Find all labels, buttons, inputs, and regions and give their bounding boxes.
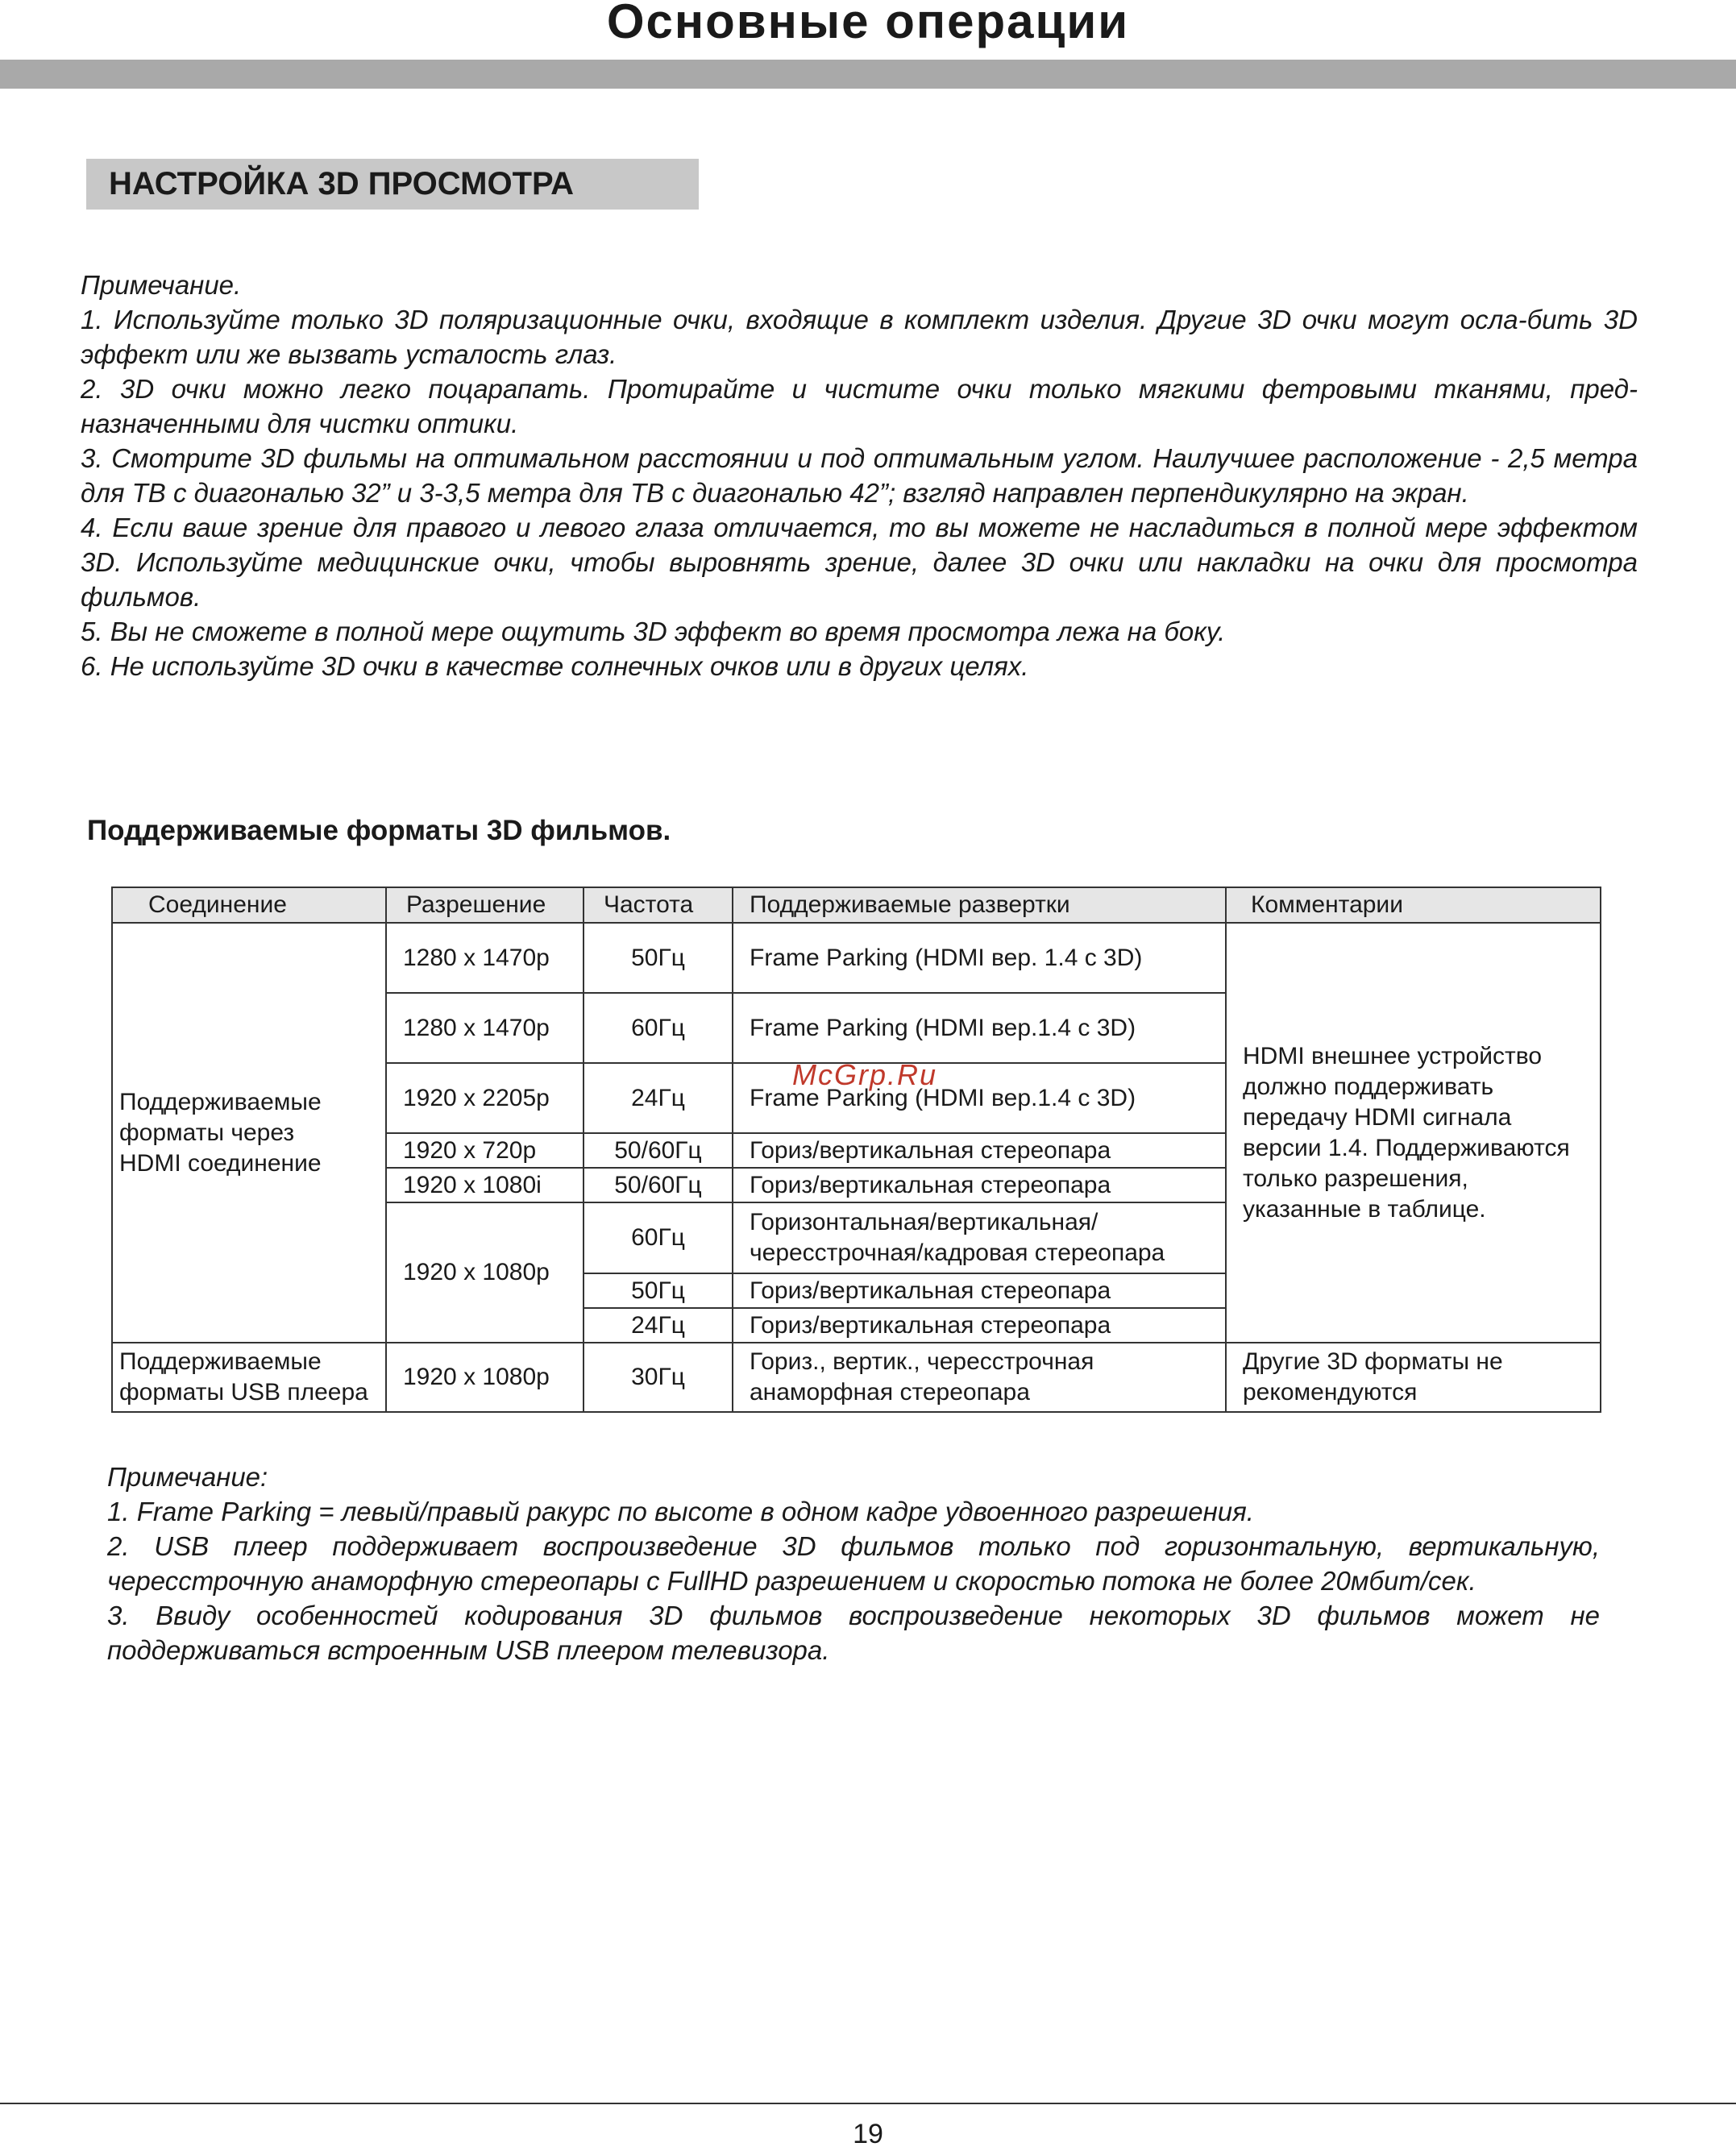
resolution-cell: 1920 x 1080p [386, 1343, 584, 1412]
scan-cell: Frame Parking (HDMI вер.1.4 с 3D) [733, 1063, 1226, 1133]
frequency-cell: 50Гц [584, 1273, 733, 1308]
frequency-cell: 24Гц [584, 1063, 733, 1133]
hdmi-comment-cell: HDMI внешнее устройство должно поддерживать передачу HDMI сигнала версии 1.4. Поддерживаются только разрешения, указанные в таблице. [1226, 923, 1601, 1343]
scan-cell: Гориз/вертикальная стереопара [733, 1308, 1226, 1343]
frequency-cell: 60Гц [584, 1202, 733, 1273]
scan-cell: Гориз/вертикальная стереопара [733, 1273, 1226, 1308]
scan-cell: Горизонтальная/вертикальная/ чересстрочная/кадровая стереопара [733, 1202, 1226, 1273]
header-scan: Поддерживаемые развертки [733, 887, 1226, 923]
notes-top-heading: Примечание. [81, 270, 242, 300]
scan-cell: Frame Parking (HDMI вер.1.4 с 3D) [733, 993, 1226, 1063]
resolution-cell: 1280 x 1470p [386, 993, 584, 1063]
notes-top-item: 2. 3D очки можно легко поцарапать. Протирайте и чистите очки только мягкими фетровыми тканями, пред-назначенными для чистки оптики. [81, 374, 1638, 438]
header-frequency: Частота [584, 887, 733, 923]
notes-top [81, 268, 1638, 683]
frequency-cell: 50Гц [584, 923, 733, 993]
section-heading: НАСТРОЙКА 3D ПРОСМОТРА [86, 159, 699, 210]
resolution-cell: 1920 x 1080p [386, 1202, 584, 1343]
notes-top-item: 5. Вы не сможете в полной мере ощутить 3D эффект во время просмотра лежа на боку. [81, 617, 1226, 646]
resolution-cell: 1920 x 1080i [386, 1168, 584, 1202]
resolution-cell: 1280 x 1470p [386, 923, 584, 993]
frequency-cell: 50/60Гц [584, 1133, 733, 1168]
header-comment: Комментарии [1226, 887, 1601, 923]
table-row [112, 923, 1601, 993]
usb-comment-cell: Другие 3D форматы не рекомендуются [1226, 1343, 1601, 1412]
page-title: Основные операции [606, 0, 1130, 48]
frequency-cell: 60Гц [584, 993, 733, 1063]
notes-bottom [107, 1460, 1600, 1667]
resolution-cell: 1920 x 720p [386, 1133, 584, 1168]
resolution-cell: 1920 x 2205p [386, 1063, 584, 1133]
header-connection: Соединение [112, 887, 386, 923]
notes-bottom-heading: Примечание: [107, 1462, 268, 1492]
scan-cell: Frame Parking (HDMI вер. 1.4 с 3D) [733, 923, 1226, 993]
usb-connection-cell: Поддерживаемые форматы USB плеера [112, 1343, 386, 1412]
formats-table [111, 887, 1601, 1413]
frequency-cell: 30Гц [584, 1343, 733, 1412]
footer-divider [0, 2103, 1736, 2104]
scan-cell: Гориз/вертикальная стереопара [733, 1133, 1226, 1168]
scan-cell: Гориз., вертик., чересстрочная анаморфная стереопара [733, 1343, 1226, 1412]
table-row [112, 1343, 1601, 1412]
page-number: 19 [853, 2119, 883, 2149]
notes-bottom-item: 2. USB плеер поддерживает воспроизведение 3D фильмов только под горизонтальную, вертикальную, чересстрочную анаморфную стереопары с FullHD разрешением и скоростью потока не более 20мбит/сек. [107, 1531, 1600, 1596]
notes-top-item: 4. Если ваше зрение для правого и левого глаза отличается, то вы можете не насладиться в полной мере эффектом 3D. Используйте медицинские очки, чтобы выровнять зрение, далее 3D очки или накладки на очки для просмотра фильмов. [81, 513, 1638, 612]
notes-top-item: 3. Смотрите 3D фильмы на оптимальном расстоянии и под оптимальным углом. Наилучшее расположение - 2,5 метра для ТВ с диагональю 32” и 3-3,5 метра для ТВ с диагональю 42”; взгляд направлен перпендикулярно на экран. [81, 443, 1638, 508]
formats-heading: Поддерживаемые форматы 3D фильмов. [87, 815, 671, 846]
notes-bottom-item: 3. Ввиду особенностей кодирования 3D фильмов воспроизведение некоторых 3D фильмов может не поддерживаться встроенным USB плеером телевизора. [107, 1601, 1600, 1665]
header-resolution: Разрешение [386, 887, 584, 923]
notes-bottom-item: 1. Frame Parking = левый/правый ракурс по высоте в одном кадре удвоенного разрешения. [107, 1497, 1254, 1526]
title-divider-bar [0, 60, 1736, 89]
notes-top-item: 6. Не используйте 3D очки в качестве солнечных очков или в других целях. [81, 651, 1029, 681]
notes-top-item: 1. Используйте только 3D поляризационные очки, входящие в комплект изделия. Другие 3D очки могут осла-бить 3D эффект или же вызвать усталость глаз. [81, 305, 1638, 369]
hdmi-connection-cell: Поддерживаемые форматы через HDMI соединение [112, 923, 386, 1343]
frequency-cell: 24Гц [584, 1308, 733, 1343]
table-header-row [112, 887, 1601, 923]
watermark: McGrp.Ru [792, 1058, 938, 1091]
scan-cell: Гориз/вертикальная стереопара [733, 1168, 1226, 1202]
frequency-cell: 50/60Гц [584, 1168, 733, 1202]
